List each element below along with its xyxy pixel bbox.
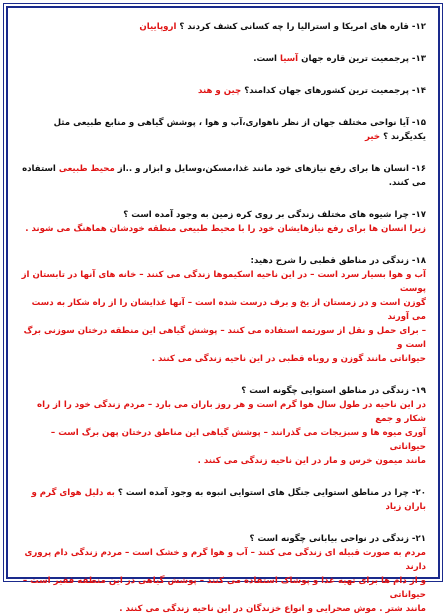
page-border — [6, 6, 440, 614]
question-12 — [20, 20, 426, 34]
document-content — [20, 20, 426, 616]
question-13 — [20, 52, 426, 66]
answer-19-line: مانند میمون خرس و مار در این ناحیه زندگی می کنند . — [197, 456, 426, 466]
question-17: ۱۷- چرا شیوه های مختلف زندگی بر روی کره زمین به وجود آمده است ؟ — [123, 210, 426, 220]
question-text: ۱۳- پرجمعیت ترین قاره جهان — [301, 54, 426, 64]
answer-19-line: آوری میوه ها و سبزیجات می گذرانند – پوشش گیاهی این مناطق درختان پهن برگ است –حیواناتی — [50, 428, 426, 452]
question-18: ۱۸- زندگی در مناطق قطبی را شرح دهید: — [250, 256, 426, 266]
answer-21-line: مانند شتر . موش صحرایی و انواع خزندگان در این ناحیه زندگی می کنند . — [119, 604, 426, 614]
answer-18-line: گوزن است و در زمستان از یخ و برف درست شده است – آنها غذایشان را از راه شکار به دست می آورند — [31, 298, 426, 322]
question-tail: است. — [253, 54, 277, 64]
answer-18-line: – برای حمل و نقل از سورتمه استفاده می کنند – پوشش گیاهی این منطقه درختان سوزنی برگ است و — [23, 326, 426, 350]
answer-19-line: در این ناحیه در طول سال هوا گرم است و هر روز باران می بارد – مردم زندگی خود را از راه شکار و جمع — [37, 400, 426, 424]
answer-18-line: حیواناتی مانند گوزن و روباه قطبی در این ناحیه زندگی می کنند . — [151, 354, 426, 364]
answer-21-line: و از دام ها برای تهیه غذا و پوشاک استفاده می کنند – پوشش گیاهی در این منطقه فقیر است –حیواناتی — [22, 576, 426, 600]
question-15 — [20, 116, 426, 144]
question-tail: استفاده می کنند. — [22, 164, 426, 188]
question-19: ۱۹- زندگی در مناطق استوایی چگونه است ؟ — [241, 386, 426, 396]
answer-18-line: آب و هوا بسیار سرد است – در این ناحیه اسکیموها زندگی می کنند – خانه های آنها در تابستان از پوست — [21, 270, 426, 294]
question-text: ۱۲- قاره های امریکا و استرالیا را چه کسانی کشف کردند ؟ — [179, 22, 426, 32]
question-text: ۱۶- انسان ها برای رفع نیازهای خود مانند غذا،مسکن،وسایل و ابزار و ..از — [117, 164, 426, 174]
question-text: ۱۴- پرجمعیت ترین کشورهای جهان کدامند؟ — [244, 86, 426, 96]
answer-text: چین و هند — [198, 86, 242, 96]
question-14 — [20, 84, 426, 98]
answer-text: خیر — [365, 132, 381, 142]
question-21: ۲۱- زندگی در نواحی بیابانی چگونه است ؟ — [249, 534, 426, 544]
answer-text: اروپاییان — [139, 22, 177, 32]
answer-text: آسیا — [280, 54, 299, 64]
question-20 — [20, 486, 426, 514]
answer-text: به دلیل هوای گرم و باران زیاد — [31, 488, 426, 512]
question-text: ۱۵- آیا نواحی مختلف جهان از نظر ناهواری،آب و هوا ، پوشش گیاهی و منابع طبیعی مثل یکدیگرند ؟ — [53, 118, 426, 142]
answer-21-line: مردم به صورت قبیله ای زندگی می کنند – آب و هوا گرم و خشک است – مردم زندگی دام پروری دارند — [24, 548, 426, 572]
answer-text: محیط طبیعی — [58, 164, 115, 174]
answer-17: زیرا انسان ها برای رفع نیازهایشان خود را با محیط طبیعی منطقه خودشان هماهنگ می شوند . — [25, 224, 426, 234]
question-text: ۲۰- چرا در مناطق استوایی جنگل های استوایی انبوه به وجود آمده است ؟ — [117, 488, 426, 498]
question-16 — [20, 162, 426, 190]
